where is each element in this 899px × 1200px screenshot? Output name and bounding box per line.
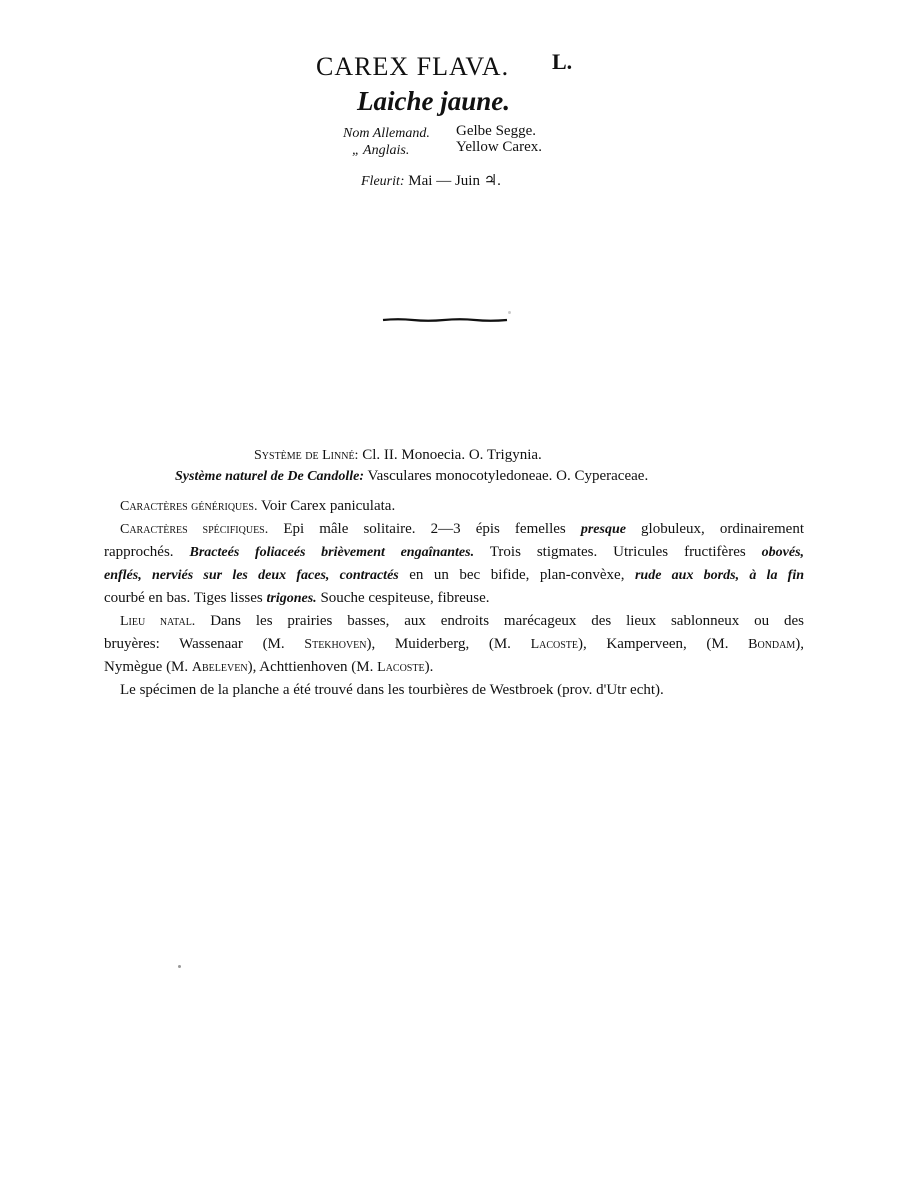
specifiques-line-4: [104, 587, 804, 610]
caracteres-generiques: [104, 495, 804, 518]
text-run: Trois stigmates. Utricules fructifères: [489, 544, 746, 560]
linne-system-line: [254, 447, 542, 464]
specimen-note: [104, 679, 804, 701]
title-author: L.: [552, 49, 573, 74]
text-run: Epi mâle solitaire. 2—3 épis femelles: [283, 521, 566, 537]
italic-run: obovés,: [761, 545, 805, 560]
page-subtitle: Laiche jaune.: [357, 86, 510, 116]
description-block: [104, 495, 804, 701]
specifiques-line-2: [104, 541, 804, 564]
generiques-label: Caractères génériques.: [120, 499, 258, 514]
name-value-german: Gelbe Segge.: [456, 123, 536, 139]
caracteres-specifiques: [104, 518, 804, 610]
italic-run: Bracteés foliaceés brièvement engaînantes.: [189, 545, 475, 560]
text-run: Dans les prairies basses, aux endroits marécageux des lieux sablonneux ou des: [210, 613, 805, 629]
lieu-line-3: [104, 656, 804, 679]
paper-speck: [178, 965, 181, 968]
name-label-german: Nom Allemand.: [343, 126, 430, 141]
specimen-text: Le spécimen de la planche a été trouvé dans les tourbières de Westbroek (prov. d'Utr echt).: [120, 682, 664, 698]
text-run: ), Achttienhoven (M.: [247, 659, 374, 675]
lieu-line-1: [104, 610, 804, 633]
decandolle-system-line: [175, 468, 648, 485]
lieu-line-2: [104, 633, 804, 656]
specifiques-label: Caractères spécifiques.: [120, 522, 269, 537]
text-run: bruyères: Wassenaar (M.: [104, 636, 285, 652]
text-run: Nymègue (M.: [104, 659, 189, 675]
linne-value: Cl. II. Monoecia. O. Trigynia.: [362, 447, 542, 463]
name-label-english: „ Anglais.: [352, 143, 410, 158]
text-run: en un bec bifide, plan-convèxe,: [409, 567, 625, 583]
lieu-label: Lieu natal.: [120, 614, 196, 629]
text-run: rapprochés.: [104, 544, 174, 560]
person-name: Abeleven: [191, 660, 248, 675]
text-run: ).: [424, 659, 434, 675]
lieu-natal: [104, 610, 804, 679]
name-value-english: Yellow Carex.: [456, 139, 542, 155]
specifiques-line-3: [104, 564, 804, 587]
italic-run: enflés, nerviés sur les deux faces, contractés: [104, 568, 399, 583]
text-run: ), Kamperveen, (M.: [578, 636, 729, 652]
page-title: CAREX FLAVA.: [316, 52, 510, 81]
text-run: courbé en bas. Tiges lisses: [104, 590, 263, 606]
flowering-line: [361, 171, 501, 190]
person-name: Bondam: [748, 637, 796, 652]
text-run: Souche cespiteuse, fibreuse.: [320, 590, 490, 606]
decandolle-value: Vasculares monocotyledoneae. O. Cyperaceae.: [367, 468, 649, 484]
decorative-rule: [382, 318, 508, 322]
person-name: Lacoste: [377, 660, 425, 675]
italic-run: presque: [580, 522, 626, 537]
specifiques-line-1: [104, 518, 804, 541]
text-run: ), Muiderberg, (M.: [366, 636, 511, 652]
flowering-label: Fleurit:: [361, 174, 405, 189]
text-run: ),: [795, 636, 805, 652]
linne-label: Système de Linné:: [254, 448, 359, 463]
text-run: globuleux, ordinairement: [641, 521, 804, 537]
flowering-value: Mai — Juin ♃.: [408, 173, 501, 189]
decandolle-label: Système naturel de De Candolle:: [175, 469, 364, 484]
italic-run: rude aux bords, à la fin: [634, 568, 805, 583]
paper-speck: [508, 311, 511, 314]
italic-run: trigones.: [266, 591, 317, 606]
person-name: Lacoste: [530, 637, 579, 652]
person-name: Stekhoven: [304, 637, 367, 652]
generiques-text: Voir Carex paniculata.: [260, 498, 396, 514]
